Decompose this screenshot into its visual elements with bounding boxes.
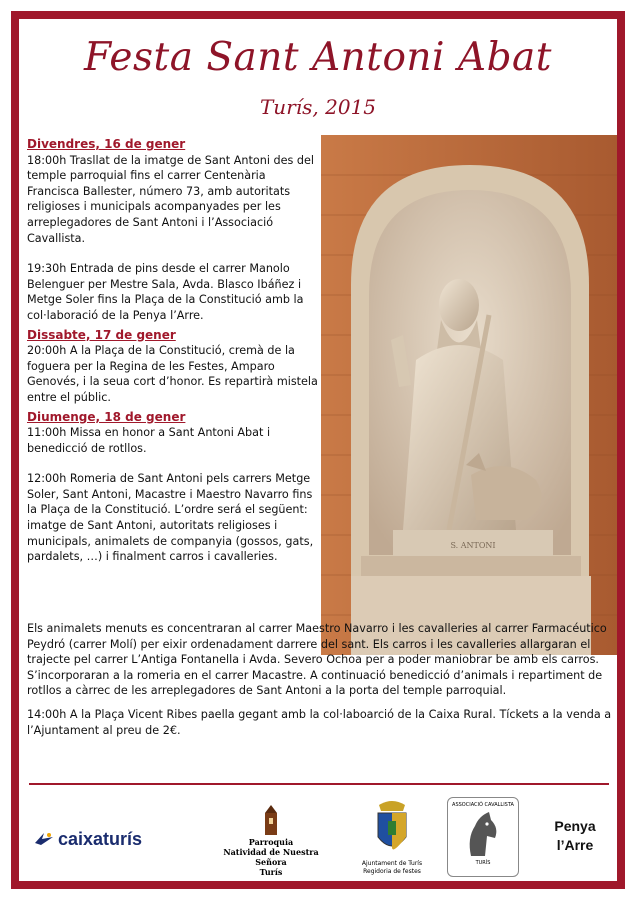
event-text: 19:30h Entrada de pins desde el carrer Manolo Belenguer per Mestre Sala, Avda. Blasco Ibáñez i Metge Soler fins la Plaça de la Constitució amb la col·laboració de la Penya l’Arre. <box>27 262 304 322</box>
program-continuation <box>27 621 612 738</box>
penya-larre-logo <box>545 817 605 855</box>
caixaturis-logo <box>33 829 142 850</box>
parroquia-line2: Natividad de Nuestra Señora <box>223 847 319 867</box>
ajuntament-line1: Ajuntament de Turís <box>361 860 423 867</box>
ajuntament-logo <box>357 799 427 876</box>
poster-title: Festa Sant Antoni Abat <box>84 35 552 80</box>
penya-line2: l’Arre <box>556 837 594 853</box>
parroquia-line1: Parroquia <box>248 837 294 847</box>
associacio-top-text: ASSOCIACIÓ CAVALLISTA <box>452 802 514 808</box>
event-text: 11:00h Missa en honor a Sant Antoni Abat i benedicció de rotllos. <box>27 426 271 455</box>
program-column <box>27 137 319 565</box>
day-saturday: Dissabte, 17 de gener <box>27 327 176 342</box>
event-text: 20:00h A la Plaça de la Constitució, cremà de la foguera per la Regina de les Festes, Amparo Genovés, i la seua cort d’honor. Es repartirà mistela entre el públic. <box>27 344 318 404</box>
parroquia-line3: Turís <box>259 867 283 877</box>
event-text: 18:00h Trasllat de la imatge de Sant Antoni des del temple parroquial fins el carrer Centenària Francisca Ballester, número 73, amb autoritats religioses i municipals acompanyades per les arreplegadores de Sant Antoni i l’Associació Cavallista. <box>27 153 314 245</box>
ajuntament-line2: Regidoria de festes <box>363 868 421 875</box>
penya-line1: Penya <box>554 818 596 834</box>
poster-frame <box>11 11 625 889</box>
poster-subtitle: Turís, 2015 <box>259 95 377 119</box>
caixa-star-icon <box>33 831 55 847</box>
event-text: 12:00h Romeria de Sant Antoni pels carrers Metge Soler, Sant Antoni, Macastre i Maestro Navarro fins la Plaça de la Constitució. L’ordre será el següent: imatge de Sant Antoni, autoritats religioses i municipals, animalets de companyia (gossos, gats, pardalets, …) i finalment carros i cavalleries. <box>27 472 314 564</box>
associacio-bottom-text: TURÍS <box>475 860 491 866</box>
horse-head-icon <box>461 808 505 858</box>
parroquia-logo <box>207 805 335 877</box>
church-tower-icon <box>260 805 282 835</box>
divider <box>29 783 609 785</box>
statue-plaque: S. ANTONI <box>450 541 496 550</box>
day-friday: Divendres, 16 de gener <box>27 137 186 151</box>
day-sunday: Diumenge, 18 de gener <box>27 409 186 424</box>
caixa-text: caixaturís <box>58 829 143 849</box>
associacio-cavallista-logo <box>447 797 519 877</box>
statue-photo <box>321 135 619 655</box>
event-text: 14:00h A la Plaça Vicent Ribes paella gegant amb la col·laboarció de la Caixa Rural. Tíckets a la venda a l’Ajuntament al preu de 2€. <box>27 707 612 737</box>
coat-of-arms-icon <box>373 799 411 857</box>
sponsor-logos <box>19 789 617 879</box>
event-text: Els animalets menuts es concentraran al carrer Maestro Navarro i les cavalleries al carrer Farmacéutico Peydró (carrer Molí) per eixir ordenadament darrere del sant. Els carros i les cavalleries allargaran el trajecte pel carrer L’Antiga Fontanella i Avda. Severo Ochoa per a poder maniobrar be amb els carros. S’incorporaran a la romeria en el carrer Macastre. A continuació benedicció d’animals i repartiment de rotllos a càrrec de les arreplegadores de Sant Antoni a la porta del temple parroquial. <box>27 622 607 698</box>
